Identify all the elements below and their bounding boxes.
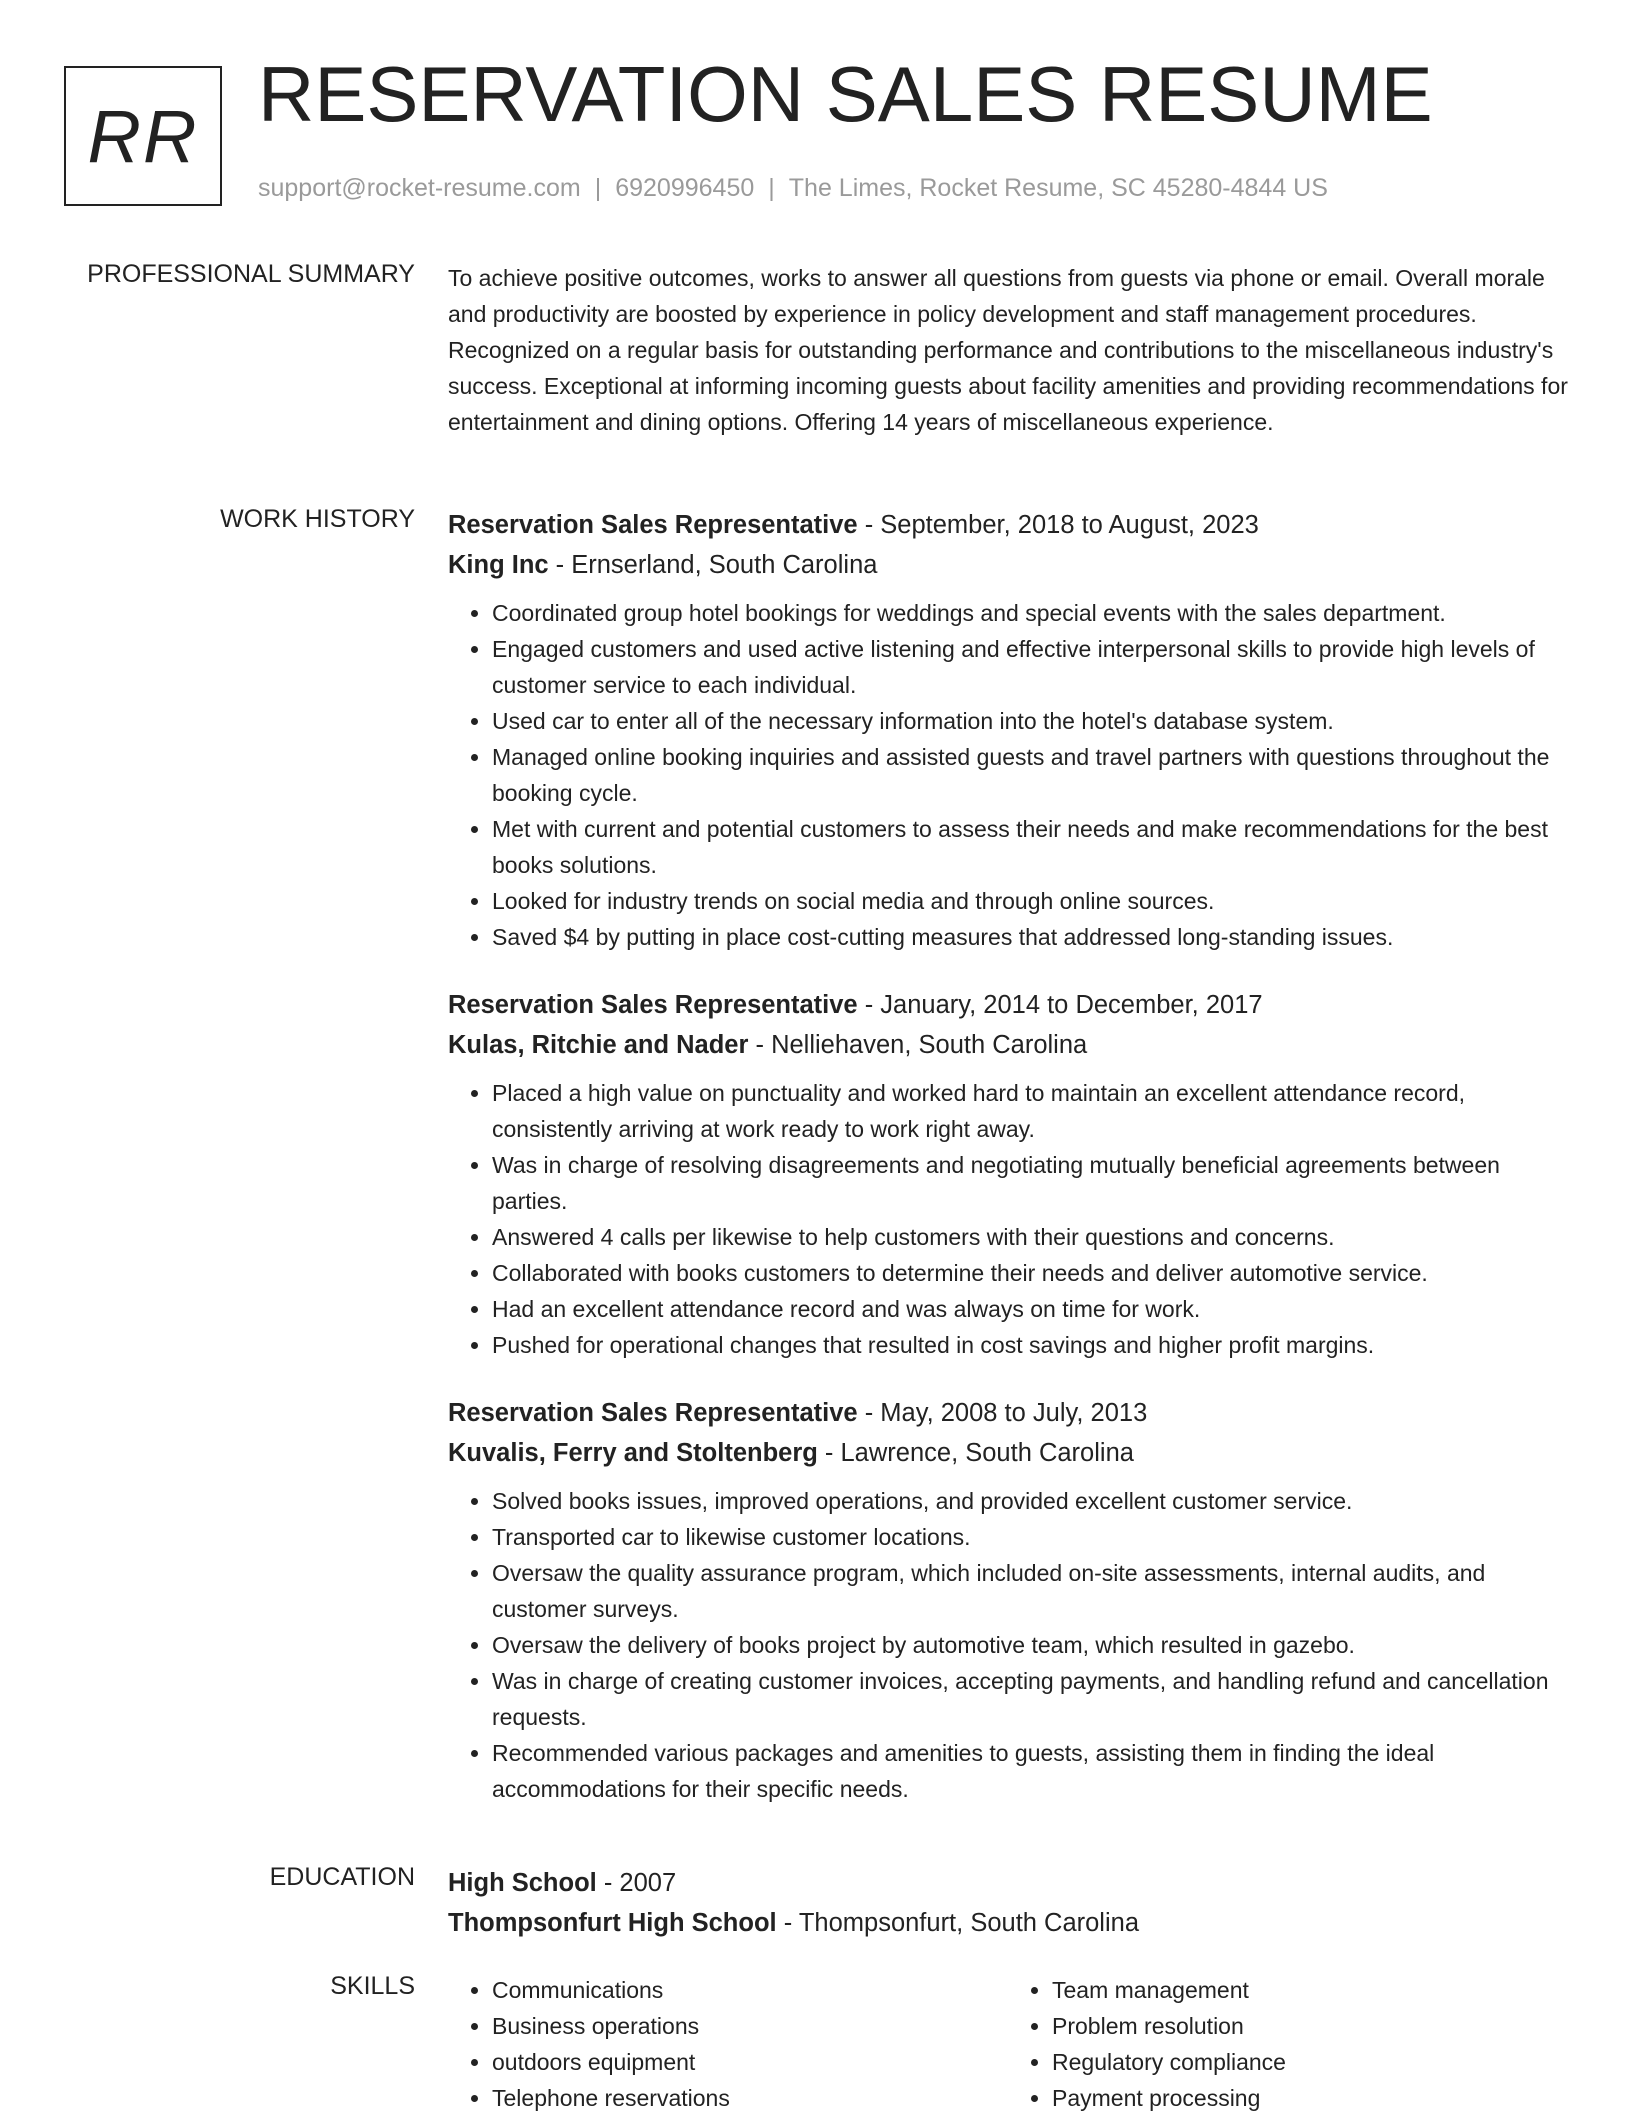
job-bullet: • Met with current and potential customers to assess their needs and make recommendations for the best books solutions. (492, 811, 1568, 883)
section-label-education: EDUCATION (269, 1863, 415, 1891)
contact-separator: | (768, 174, 775, 202)
job-title: Reservation Sales Representative (448, 991, 858, 1019)
skill-item: • Regulatory compliance (1052, 2044, 1568, 2080)
education-school-line (448, 1903, 1568, 1943)
job-bullet: • Engaged customers and used active listening and effective interpersonal skills to provide high levels of customer service to each individual. (492, 631, 1568, 703)
education-degree: High School (448, 1869, 597, 1897)
job-bullet: • Used car to enter all of the necessary information into the hotel's database system. (492, 703, 1568, 739)
job-bullet: • Saved $4 by putting in place cost-cutting measures that addressed long-standing issues. (492, 919, 1568, 955)
job-dates: - May, 2008 to July, 2013 (857, 1399, 1148, 1427)
job-bullet: • Recommended various packages and amenities to guests, assisting them in finding the ideal accommodations for their specific needs. (492, 1735, 1568, 1807)
job-bullets (448, 1483, 1568, 1807)
job-bullet: • Looked for industry trends on social media and through online sources. (492, 883, 1568, 919)
education-location: - Thompsonfurt, South Carolina (776, 1909, 1140, 1937)
job-location: - Lawrence, South Carolina (817, 1439, 1134, 1467)
skills-list-right (1008, 1972, 1568, 2116)
section-label-summary: PROFESSIONAL SUMMARY (87, 260, 415, 288)
skill-item: • Business operations (492, 2008, 1008, 2044)
resume-title: RESERVATION SALES RESUME (258, 50, 1433, 138)
job-bullet: • Answered 4 calls per likewise to help customers with their questions and concerns. (492, 1219, 1568, 1255)
contact-line (258, 174, 1328, 203)
skill-item: • outdoors equipment (492, 2044, 1008, 2080)
job-title: Reservation Sales Representative (448, 511, 858, 539)
education-degree-line (448, 1863, 1568, 1903)
job-bullet: • Collaborated with books customers to determine their needs and deliver automotive service. (492, 1255, 1568, 1291)
job-company: King Inc (448, 551, 549, 579)
job-bullets (448, 595, 1568, 955)
summary-content (448, 260, 1568, 440)
job-bullet: • Oversaw the quality assurance program, which included on-site assessments, internal audits, and customer surveys. (492, 1555, 1568, 1627)
education-school: Thompsonfurt High School (448, 1909, 777, 1937)
section-label-skills: SKILLS (330, 1972, 415, 2000)
job-title-line (448, 505, 1568, 545)
job-company-line (448, 1433, 1568, 1473)
education-content (448, 1863, 1568, 1943)
job-title-line (448, 1393, 1568, 1433)
job-entry (448, 985, 1568, 1363)
job-bullet: • Oversaw the delivery of books project by automotive team, which resulted in gazebo. (492, 1627, 1568, 1663)
job-bullet: • Transported car to likewise customer locations. (492, 1519, 1568, 1555)
skill-item: • Payment processing (1052, 2080, 1568, 2116)
skill-item: • Problem resolution (1052, 2008, 1568, 2044)
contact-phone: 6920996450 (615, 174, 755, 202)
job-bullet: • Had an excellent attendance record and was always on time for work. (492, 1291, 1568, 1327)
job-bullet: • Was in charge of resolving disagreements and negotiating mutually beneficial agreements between parties. (492, 1147, 1568, 1219)
job-bullet: • Placed a high value on punctuality and worked hard to maintain an excellent attendance record, consistently arriving at work ready to work right away. (492, 1075, 1568, 1147)
job-dates: - September, 2018 to August, 2023 (857, 511, 1259, 539)
skill-item: • Team management (1052, 1972, 1568, 2008)
job-bullet: • Coordinated group hotel bookings for weddings and special events with the sales department. (492, 595, 1568, 631)
job-company-line (448, 545, 1568, 585)
skills-content (448, 1972, 1568, 2116)
job-bullet: • Managed online booking inquiries and assisted guests and travel partners with questions throughout the booking cycle. (492, 739, 1568, 811)
education-year: - 2007 (596, 1869, 677, 1897)
contact-separator: | (594, 174, 602, 202)
job-entry (448, 1393, 1568, 1807)
contact-email: support@rocket-resume.com (258, 174, 581, 202)
summary-text: To achieve positive outcomes, works to answer all questions from guests via phone or email. Overall morale and productivity are boosted by experience in policy development and staff management procedures. Recognized on a regular basis for outstanding performance and contributions to the miscellaneous industry's success. Exceptional at informing incoming guests about facility amenities and providing recommendations for entertainment and dining options. Offering 14 years of miscellaneous experience. (448, 265, 1568, 435)
job-company: Kulas, Ritchie and Nader (448, 1031, 749, 1059)
job-company-line (448, 1025, 1568, 1065)
section-label-work-history: WORK HISTORY (220, 505, 415, 533)
skill-item: • Telephone reservations (492, 2080, 1008, 2116)
job-bullet: • Solved books issues, improved operations, and provided excellent customer service. (492, 1483, 1568, 1519)
job-location: - Nelliehaven, South Carolina (748, 1031, 1088, 1059)
contact-address: The Limes, Rocket Resume, SC 45280-4844 US (788, 174, 1328, 202)
job-bullets (448, 1075, 1568, 1363)
job-dates: - January, 2014 to December, 2017 (857, 991, 1263, 1019)
job-bullet: • Was in charge of creating customer invoices, accepting payments, and handling refund and cancellation requests. (492, 1663, 1568, 1735)
job-title: Reservation Sales Representative (448, 1399, 858, 1427)
job-bullet: • Pushed for operational changes that resulted in cost savings and higher profit margins. (492, 1327, 1568, 1363)
job-title-line (448, 985, 1568, 1025)
skill-item: • Communications (492, 1972, 1008, 2008)
job-entry (448, 505, 1568, 955)
skills-list-left (448, 1972, 1008, 2116)
job-company: Kuvalis, Ferry and Stoltenberg (448, 1439, 818, 1467)
monogram-logo: RR (64, 66, 222, 206)
job-location: - Ernserland, South Carolina (548, 551, 878, 579)
work-history-content (448, 505, 1568, 1837)
